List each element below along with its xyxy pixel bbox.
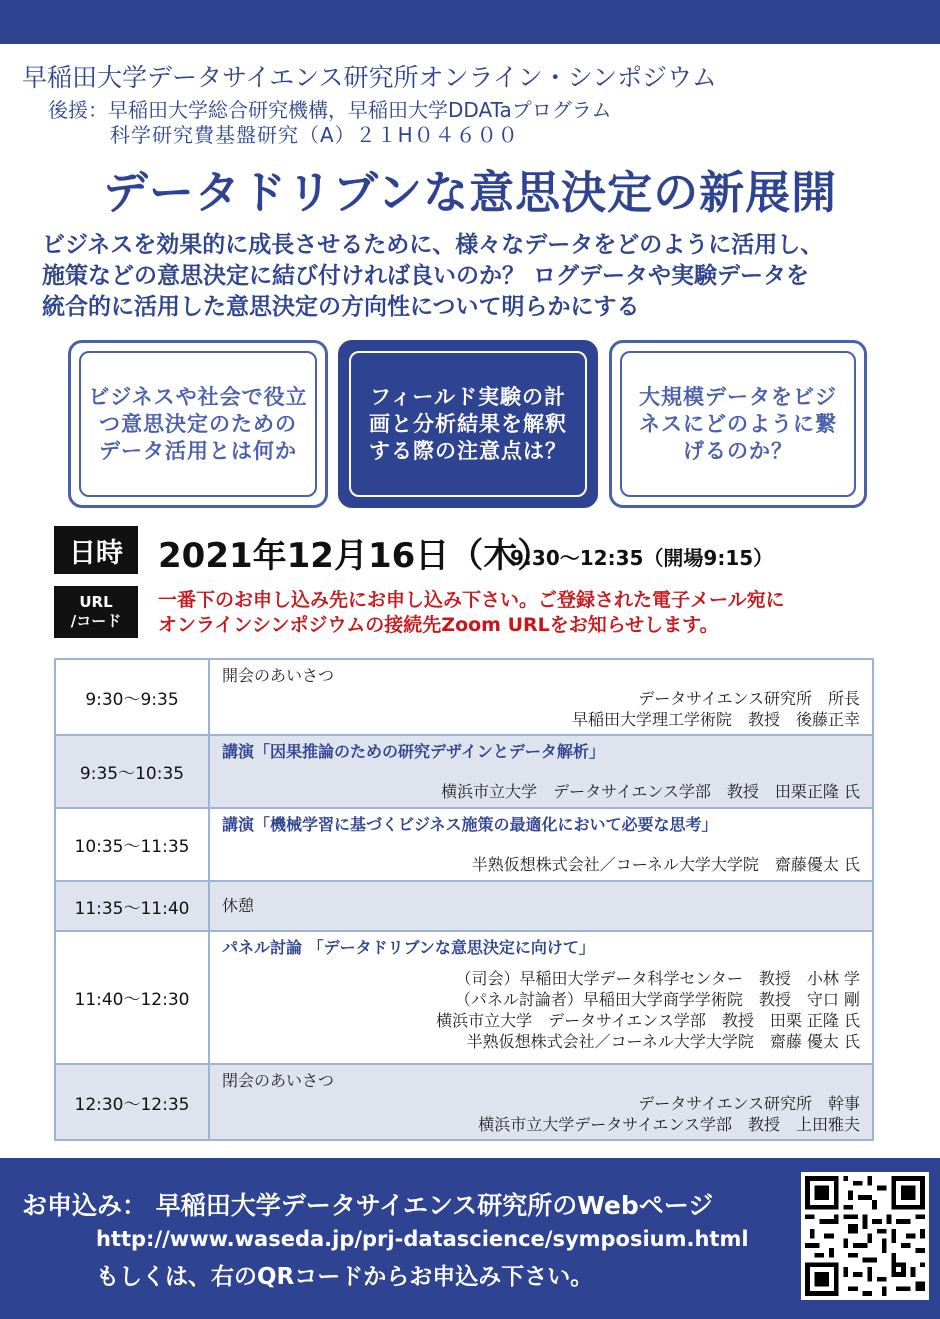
org-title: 早稲田大学データサイエンス研究所オンライン・シンポジウム [22,63,717,92]
theme-3-line: 大規模データをビジ [639,384,837,409]
theme-1-line: ビジネスや社会で役立 [88,384,308,409]
theme-3-line: げるのか？ [683,438,793,463]
speaker: 横浜市立大学データサイエンス学部 教授 上田雅夫 [478,1115,860,1134]
apply-url-link[interactable]: http://www.waseda.jp/prj-datascience/symposium.html [96,1227,749,1251]
support-line-1: 後援：早稲田大学総合研究機構，早稲田大学DDATaプログラム [48,98,612,122]
schedule-time: 11:40〜12:30 [55,931,209,1064]
event-time: 9:30〜12:35（開場9:15） [510,546,774,570]
schedule-time: 9:35〜10:35 [55,735,209,808]
schedule-time: 12:30〜12:35 [55,1064,209,1140]
session-title: 休憩 [222,896,255,915]
table-row [55,881,873,931]
schedule-table [54,658,874,1141]
theme-1-line: データ活用とは何か [99,438,297,463]
theme-box-3 [609,340,867,508]
date-label: 日時 [54,526,138,574]
speaker: 早稲田大学理工学術院 教授 後藤正幸 [571,710,860,729]
speaker: データサイエンス研究所 幹事 [638,1094,860,1113]
theme-box-1 [68,340,328,508]
schedule-time: 10:35〜11:35 [55,808,209,881]
theme-3-line: ネスにどのように繋 [639,411,837,436]
top-banner [0,0,940,44]
qr-code-icon[interactable] [801,1172,929,1300]
speaker: データサイエンス研究所 所長 [638,689,860,708]
theme-box-2 [338,340,598,508]
schedule-time: 11:35〜11:40 [55,881,209,931]
support-line-2: 科学研究費基盤研究（A）２１H０４６００ [110,123,519,147]
page-title: データドリブンな意思決定の新展開 [102,166,838,219]
session-title: パネル討論 「データドリブンな意思決定に向けて」 [222,938,595,957]
table-row [55,931,873,1064]
theme-1-line: つ意思決定のための [99,411,297,436]
speaker: 横浜市立大学 データサイエンス学部 教授 田栗 正隆 氏 [436,1011,860,1030]
url-label [54,586,138,638]
theme-2-line: フィールド実験の計 [370,384,566,409]
url-note-line-2: オンラインシンポジウムの接続先Zoom URLをお知らせします。 [158,614,719,636]
url-label-line-2: /コード [70,612,122,630]
lead-line: 統合的に活用した意思決定の方向性について明らかにする [42,294,640,320]
table-row [55,735,873,808]
url-note [158,588,785,638]
speaker: 半熟仮想株式会社／コーネル大学大学院 齋藤 優太 氏 [466,1032,860,1051]
speaker: （パネル討論者）早稲田大学商学学術院 教授 守口 剛 [454,990,860,1009]
speaker: 半熟仮想株式会社／コーネル大学大学院 齋藤優太 氏 [471,855,860,874]
session-title: 開会のあいさつ [222,666,335,685]
apply-heading: お申込み： 早稲田大学データサイエンス研究所のWebページ [22,1191,714,1220]
session-title: 講演「因果推論のための研究デザインとデータ解析」 [222,742,605,761]
lead-line: ビジネスを効果的に成長させるために、様々なデータをどのように活用し、 [42,232,824,258]
lead-line: 施策などの意思決定に結び付ければ良いのか？ ログデータや実験データを [42,263,810,289]
apply-instruction: もしくは、右のQRコードからお申込み下さい。 [96,1264,594,1290]
url-label-line-1: URL [79,593,113,611]
table-row [55,1064,873,1140]
theme-2-line: 画と分析結果を解釈 [369,411,567,436]
theme-2-line: する際の注意点は？ [369,438,567,463]
table-row [55,659,873,735]
event-date: 2021年12月16日（木） [158,536,552,576]
session-title: 閉会のあいさつ [222,1071,335,1090]
session-title: 講演「機械学習に基づくビジネス施策の最適化において必要な思考」 [222,815,718,834]
speaker: （司会）早稲田大学データ科学センター 教授 小林 学 [455,969,860,988]
table-row [55,808,873,881]
speaker: 横浜市立大学 データサイエンス学部 教授 田栗正隆 氏 [441,782,860,801]
schedule-time: 9:30〜9:35 [55,659,209,735]
url-note-line-1: 一番下のお申し込み先にお申し込み下さい。ご登録された電子メール宛に [158,589,785,611]
